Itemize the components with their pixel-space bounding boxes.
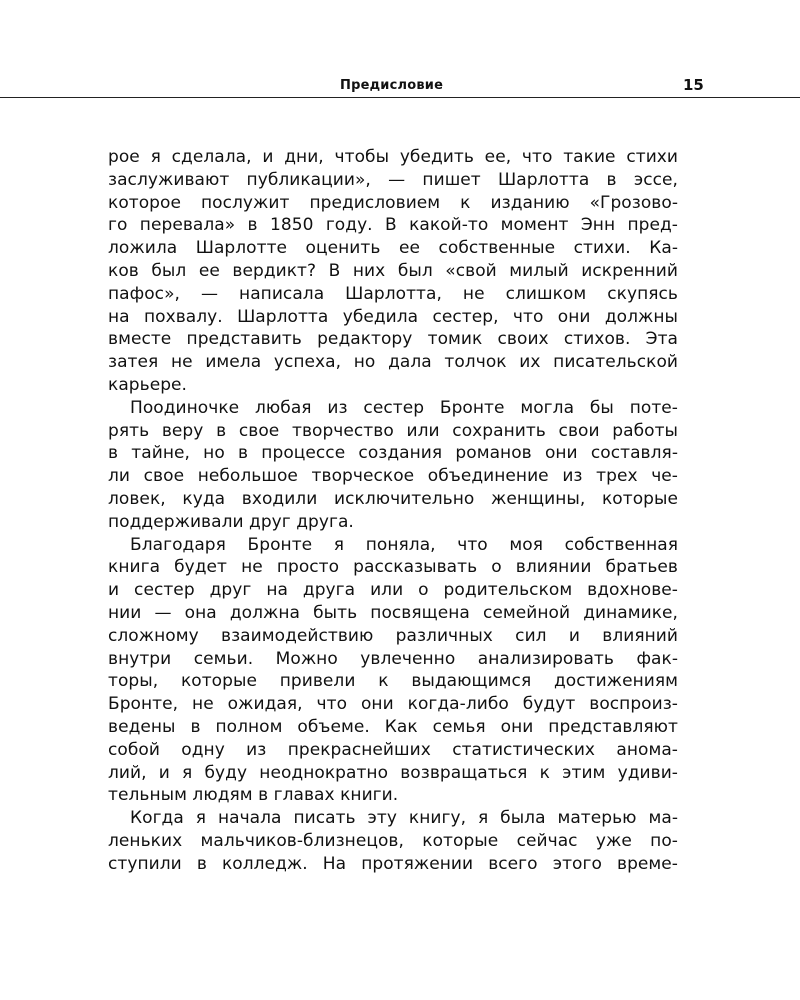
text-line: книга будет не просто рассказывать о влиянии братьев — [108, 557, 678, 578]
header-rule — [0, 97, 800, 98]
text-line: вместе представить редактору томик своих стихов. Эта — [108, 329, 678, 350]
text-line: го перевала» в 1850 году. В какой-то момент Энн пред- — [108, 215, 678, 236]
text-line: внутри семьи. Можно увлеченно анализировать фак- — [108, 648, 678, 669]
body-text — [108, 146, 678, 876]
text-line: сложному взаимодействию различных сил и влияний — [108, 625, 678, 646]
text-line: ложила Шарлотте оценить ее собственные стихи. Ка- — [108, 238, 678, 259]
text-line: рять веру в свое творчество или сохранить свои работы — [108, 420, 678, 441]
text-line: нии — она должна быть посвящена семейной динамике, — [108, 602, 678, 623]
running-head — [0, 70, 800, 98]
paragraph-end-line: поддерживали друг друга. — [108, 511, 354, 532]
text-line: рое я сделала, и дни, чтобы убедить ее, что такие стихи — [108, 147, 678, 167]
text-line: ведены в полном объеме. Как семья они представляют — [108, 716, 678, 737]
text-line: ли свое небольшое творческое объединение из трех че- — [108, 466, 678, 487]
text-line: ков был ее вердикт? В них был «свой милый искренний — [108, 260, 678, 281]
text-line: леньких мальчиков-близнецов, которые сейчас уже по- — [108, 830, 678, 851]
text-line: на похвалу. Шарлотта убедила сестер, что они должны — [108, 306, 678, 327]
text-line: в тайне, но в процессе создания романов они составля- — [108, 443, 678, 464]
text-line: которое послужит предисловием к изданию «Грозово- — [108, 192, 678, 213]
text-line: ступили в колледж. На протяжении всего этого време- — [108, 853, 678, 874]
page-number: 15 — [683, 76, 704, 94]
text-line: заслуживают публикации», — пишет Шарлотта в эссе, — [108, 169, 678, 190]
text-line: пафос», — написала Шарлотта, не слишком скупясь — [108, 283, 678, 304]
text-line: затея не имела успеха, но дала толчок их писательской — [108, 352, 678, 373]
paragraph-first-line: Благодаря Бронте я поняла, что моя собственная — [130, 534, 678, 555]
paragraph-first-line: Поодиночке любая из сестер Бронте могла бы поте- — [130, 397, 678, 418]
paragraph-first-line: Когда я начала писать эту книгу, я была матерью ма- — [130, 808, 678, 829]
text-line: торы, которые привели к выдающимся достижениям — [108, 671, 678, 692]
running-head-title: Предисловие — [340, 78, 444, 93]
text-line: лий, и я буду неоднократно возвращаться к этим удиви- — [108, 762, 678, 783]
paragraph-end-line: карьере. — [108, 374, 188, 395]
text-line: Бронте, не ожидая, что они когда-либо будут воспроиз- — [108, 694, 678, 715]
text-line: собой одну из прекраснейших статистических анома- — [108, 739, 678, 760]
paragraph-end-line: тельным людям в главах книги. — [108, 785, 399, 806]
text-line: ловек, куда входили исключительно женщины, которые — [108, 488, 678, 509]
text-line: и сестер друг на друга или о родительском вдохнове- — [108, 580, 678, 601]
